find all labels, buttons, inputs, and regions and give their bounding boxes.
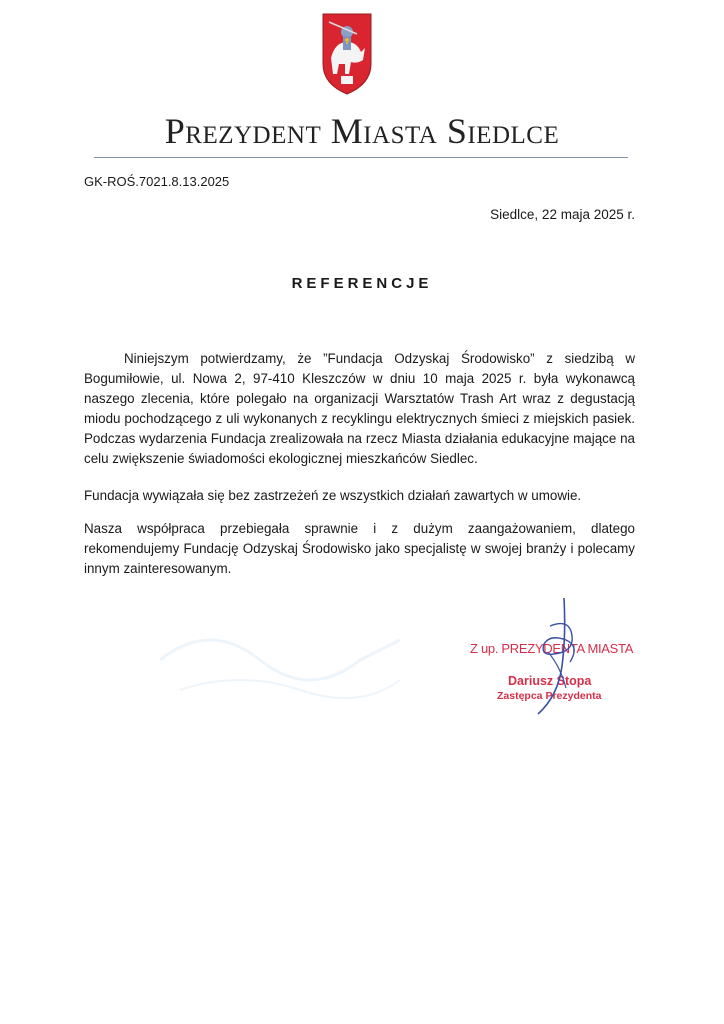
stamp-signatory-name: Dariusz Stopa [508,674,592,688]
body-paragraph: Fundacja wywiązała się bez zastrzeżeń ze wszystkich działań zawartych w umowie. [84,488,582,503]
handwritten-signature [520,596,590,721]
institution-heading: Prezydent Miasta Siedlce [164,111,560,151]
body-paragraph: Nasza współpraca przebiegała sprawnie i z dużym zaangażowaniem, dlatego rekomendujemy Fundację Odzyskaj Środowisko jako specjalistę w swojej branży i polecamy innym zainteresowanym. [84,521,635,576]
reference-number: GK-ROŚ.7021.8.13.2025 [84,174,230,189]
document-title: REFERENCJE [291,275,433,292]
faint-watermark [150,600,410,710]
stamp-authority-line: Z up. PREZYDENTA MIASTA [470,641,634,656]
heading-divider [94,157,628,158]
stamp-signatory-role: Zastępca Prezydenta [497,690,602,702]
place-and-date: Siedlce, 22 maja 2025 r. [490,207,635,222]
siedlce-coat-of-arms-icon [321,12,373,96]
body-paragraph: Niniejszym potwierdzamy, że ”Fundacja Odzyskaj Środowisko” z siedzibą w Bogumiłowie, ul. Nowa 2, 97-410 Kleszczów w dniu 10 maja 2025 r. była wykonawcą naszego zlecenia, które polegało na organizacji Warsztatów Trash Art wraz z degustacją miodu pochodzącego z uli wykonanych z recyklingu elektrycznych śmieci z miejskich pasiek. Podczas wydarzenia Fundacja zrealizowała na rzecz Miasta działania edukacyjne mające na celu zwiększenie świadomości ekologicznej mieszkańców Siedlec. [84,351,635,466]
